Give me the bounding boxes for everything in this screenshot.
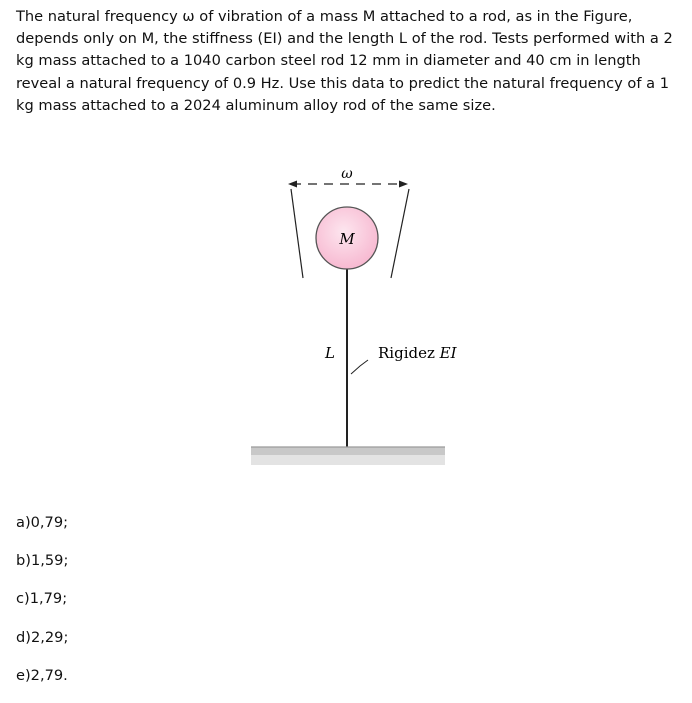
- ground-base: [251, 447, 445, 465]
- option-d[interactable]: d)2,29;: [16, 628, 69, 646]
- left-deflection-line: [291, 189, 303, 278]
- option-c[interactable]: c)1,79;: [16, 590, 68, 608]
- question-text: The natural frequency ω of vibration of a mass M attached to a rod, as in the Figure, depends only on M, the stiffness (EI) and the length L of the rod. Tests performed with a 2 kg mass attached to a 1040 carbon steel rod 12 mm in diameter and 40 cm in length reveal a natural frequency of 0.9 Hz. Use this data to predict the natural frequency of a 1 kg mass attached to a 2024 aluminum alloy rod of the same size.: [16, 8, 673, 114]
- option-e[interactable]: e)2,79.: [16, 666, 68, 684]
- mass-label: M: [339, 230, 355, 248]
- stiffness-label: Rigidez EI: [378, 344, 457, 362]
- option-a[interactable]: a)0,79;: [16, 514, 69, 531]
- stiffness-pointer: [351, 360, 368, 374]
- option-b[interactable]: b)1,59;: [16, 552, 69, 570]
- right-deflection-line: [391, 189, 409, 278]
- length-label: L: [325, 344, 335, 362]
- answer-options: [16, 512, 68, 703]
- omega-label: ω: [341, 166, 353, 182]
